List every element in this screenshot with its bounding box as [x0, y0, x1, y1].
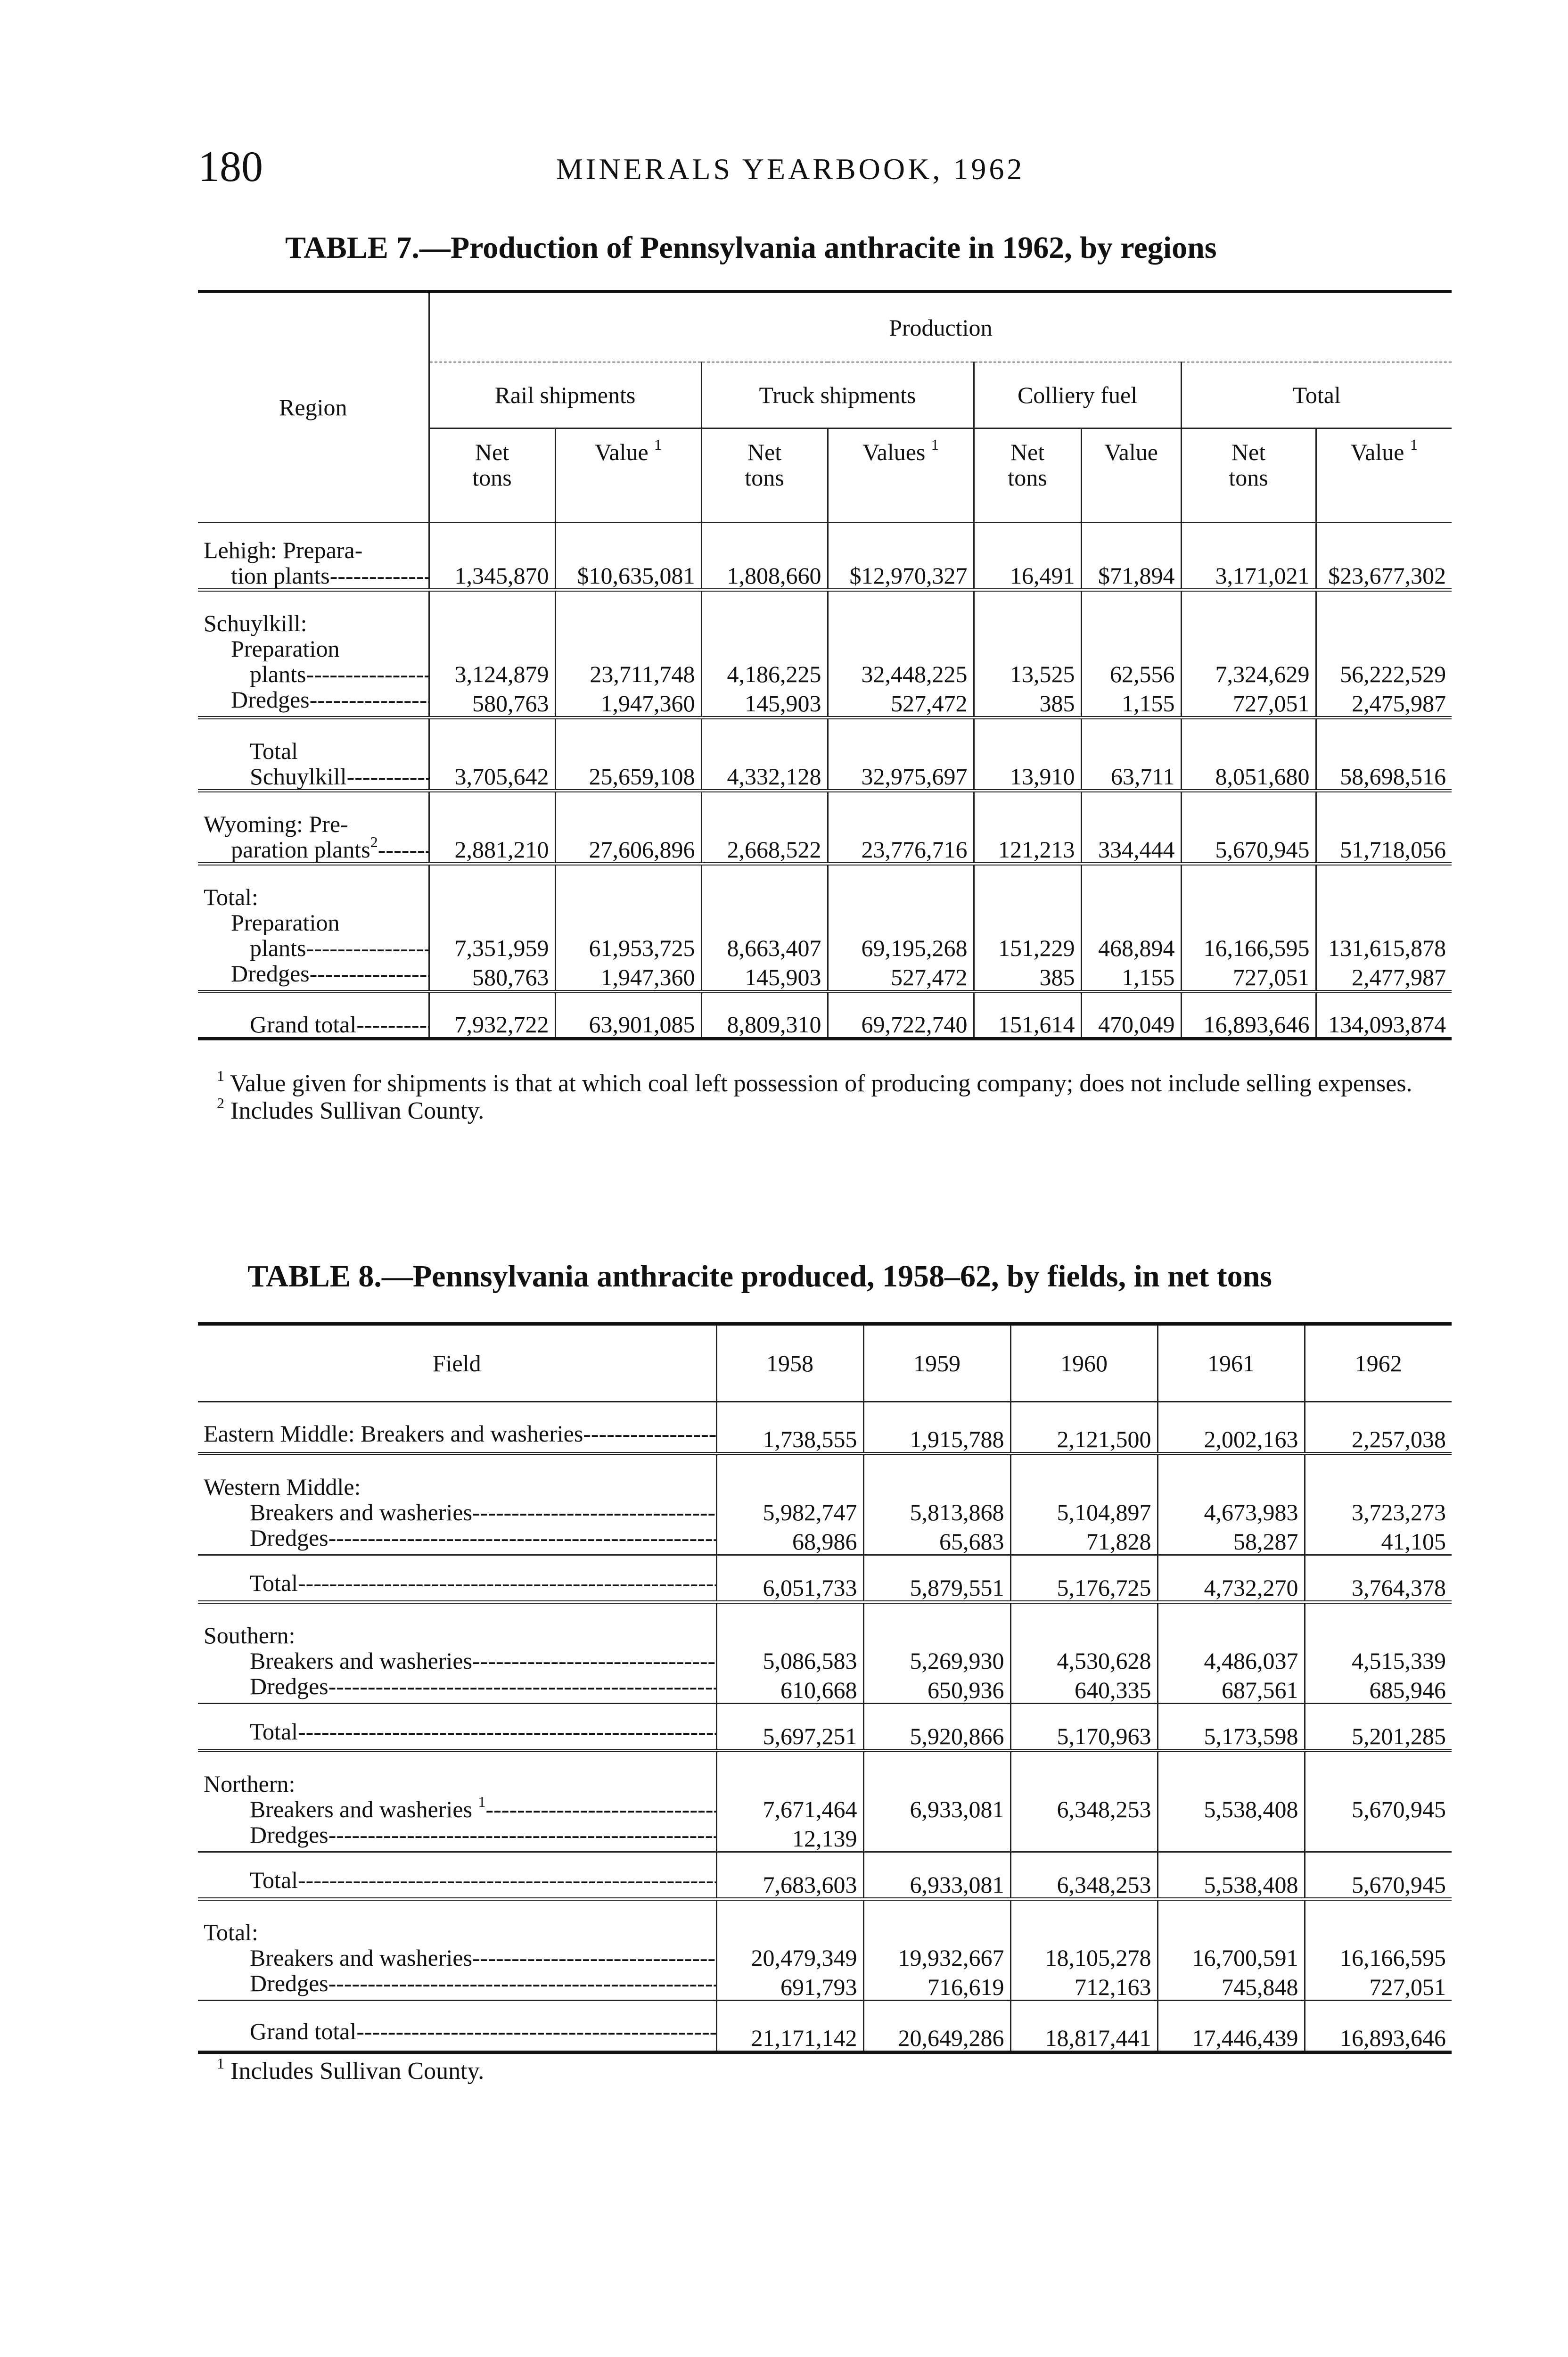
- table7-title: TABLE 7.—Production of Pennsylvania anthracite in 1962, by regions: [285, 231, 1217, 265]
- t7-total-prep-a: Preparation: [231, 909, 340, 935]
- t7-truck-header: Truck shipments: [701, 362, 974, 428]
- t7-schuylkill-total-a: Total: [250, 737, 298, 764]
- t8-total-label: Total:: [204, 1919, 258, 1945]
- t8-row-northern-total: Total ----- 7,683,603 6,933,081 6,348,253 5,538,408 5,670,945: [198, 1852, 1452, 1899]
- t8-footnote-1: $^1$ Includes Sullivan County.: [217, 2055, 484, 2085]
- t7-row-total-prep: plants ----- 7,351,959 61,953,725 8,663,407 69,195,268 151,229 468,894 16,166,595 131,615,878: [198, 935, 1452, 961]
- table8-title: TABLE 8.—Pennsylvania anthracite produced, 1958–62, by fields, in net tons: [247, 1259, 1272, 1294]
- t8-row-southern-dredges: Dredges ----- 610,668 650,936 640,335 687,561 685,946: [198, 1673, 1452, 1704]
- t7-footnote-2: $^2$ Includes Sullivan County.: [217, 1095, 484, 1124]
- t8-northern-label: Northern:: [204, 1771, 296, 1797]
- t8-row-western-dredges: Dredges ----- 68,986 65,683 71,828 58,287 41,105: [198, 1525, 1452, 1555]
- t8-southern-label: Southern:: [204, 1622, 296, 1648]
- t8-row-total-bw: Breakers and washeries ----- 20,479,349 19,932,667 18,105,278 16,700,591 16,166,595: [198, 1945, 1452, 1970]
- t8-row-northern-dredges: Dredges ----- 12,139: [198, 1822, 1452, 1852]
- t7-row-schuylkill-total: Schuylkill ----- 3,705,642 25,659,108 4,332,128 32,975,697 13,910 63,711 8,051,680 58,698,516: [198, 764, 1452, 791]
- table8: [198, 1322, 1452, 2054]
- t8-row-northern-bw: Breakers and washeries $^1$ ----- 7,671,464 6,933,081 6,348,253 5,538,408 5,670,945: [198, 1797, 1452, 1822]
- t7-total-nettons: Net tons: [1181, 428, 1316, 522]
- t8-row-southern-total: Total ----- 5,697,251 5,920,866 5,170,963 5,173,598 5,201,285: [198, 1704, 1452, 1751]
- t8-row-southern-bw: Breakers and washeries ----- 5,086,583 5,269,930 4,530,628 4,486,037 4,515,339: [198, 1648, 1452, 1673]
- t7-schuylkill-prep-a: Preparation: [231, 635, 340, 661]
- t7-footnote-1: $^1$ Value given for shipments is that at which coal left possession of producing company; does not include selling expenses.: [217, 1067, 1412, 1097]
- t8-year-1961: 1961: [1158, 1324, 1305, 1402]
- t8-row-grand-total: Grand total ----- 21,171,142 20,649,286 18,817,441 17,446,439 16,893,646: [198, 2001, 1452, 2052]
- t7-rail-header: Rail shipments: [429, 362, 701, 428]
- t7-colliery-header: Colliery fuel: [974, 362, 1181, 428]
- t8-year-1959: 1959: [863, 1324, 1010, 1402]
- t7-row-wyoming: paration plants$^2$ ----- 2,881,210 27,606,896 2,668,522 23,776,716 121,213 334,444 5,670,945 51,718,056: [198, 837, 1452, 864]
- t8-row-western-bw: Breakers and washeries ----- 5,982,747 5,813,868 5,104,897 4,673,983 3,723,273: [198, 1500, 1452, 1525]
- t7-total-value: Value $^1$: [1316, 428, 1452, 522]
- t7-wyoming-label-a: Wyoming: Pre-: [204, 810, 348, 837]
- t7-schuylkill-label: Schuylkill:: [204, 610, 307, 636]
- t7-row-schuylkill-dredges: Dredges ----- 580,763 1,947,360 145,903 527,472 385 1,155 727,051 2,475,987: [198, 687, 1452, 718]
- page-header: [198, 141, 1452, 198]
- t7-total-label: Total:: [204, 883, 258, 910]
- t7-truck-nettons: Net tons: [701, 428, 828, 522]
- t7-colliery-nettons: Net tons: [974, 428, 1081, 522]
- t7-total-header: Total: [1181, 362, 1452, 428]
- t8-year-1960: 1960: [1010, 1324, 1158, 1402]
- t7-row-grand-total: Grand total ----- 7,932,722 63,901,085 8,809,310 69,722,740 151,614 470,049 16,893,646 134,093,874: [198, 991, 1452, 1038]
- t7-truck-values: Values $^1$: [828, 428, 974, 522]
- t7-colliery-value: Value: [1081, 428, 1181, 522]
- t7-region-header: Region: [198, 292, 429, 523]
- t8-year-1958: 1958: [716, 1324, 863, 1402]
- t8-row-western-total: Total ----- 6,051,733 5,879,551 5,176,725 4,732,270 3,764,378: [198, 1555, 1452, 1602]
- t8-year-1962: 1962: [1305, 1324, 1452, 1402]
- t7-row-lehigh: tion plants ----- 1,345,870 $10,635,081 1,808,660 $12,970,327 16,491 $71,894 3,171,021 $23,677,302: [198, 563, 1452, 590]
- t8-row-eastern: Eastern Middle: Breakers and washeries ----- 1,738,555 1,915,788 2,121,500 2,002,163 2,257,038: [198, 1402, 1452, 1454]
- table7-footnotes: [198, 1067, 1452, 1125]
- page-number: 180: [198, 142, 263, 190]
- t7-row-total-dredges: Dredges ----- 580,763 1,947,360 145,903 527,472 385 1,155 727,051 2,477,987: [198, 961, 1452, 992]
- table7: [198, 290, 1452, 1040]
- t7-row-schuylkill-prep: plants ----- 3,124,879 23,711,748 4,186,225 32,448,225 13,525 62,556 7,324,629 56,222,529: [198, 661, 1452, 687]
- running-head: MINERALS YEARBOOK, 1962: [556, 152, 1025, 186]
- t7-lehigh-label-a: Lehigh: Prepara-: [204, 536, 363, 563]
- t8-row-total-dredges: Dredges ----- 691,793 716,619 712,163 745,848 727,051: [198, 1970, 1452, 2001]
- table8-footnotes: [198, 2055, 1452, 2085]
- t7-rail-nettons: Net tons: [429, 428, 555, 522]
- t7-rail-value: Value $^1$: [555, 428, 701, 522]
- t8-field-header: Field: [432, 1350, 481, 1376]
- t8-western-label: Western Middle:: [204, 1474, 361, 1500]
- t7-production-header: Production: [429, 292, 1452, 363]
